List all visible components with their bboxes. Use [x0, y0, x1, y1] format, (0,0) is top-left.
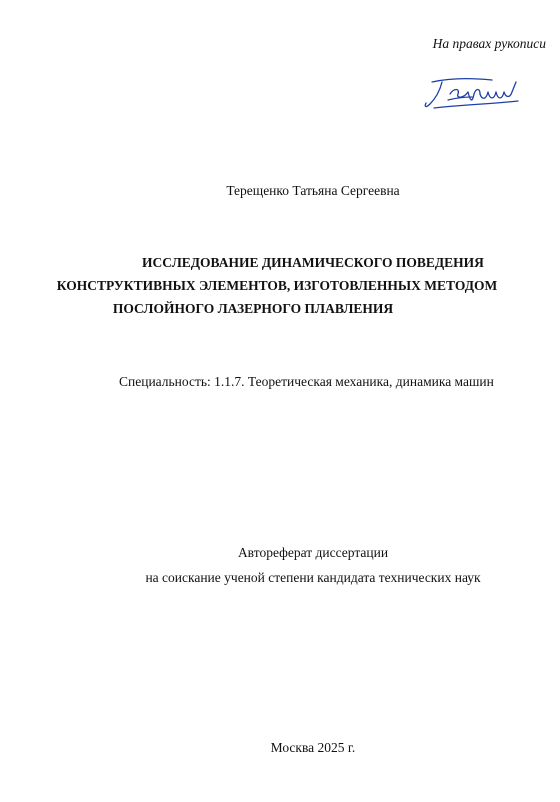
document-type-line: Автореферат диссертации — [237, 545, 389, 560]
dissertation-title-line-3: ПОСЛОЙНОГО ЛАЗЕРНОГО ПЛАВЛЕНИЯ — [112, 301, 394, 316]
author-name: Терещенко Татьяна Сергеевна — [226, 183, 400, 198]
handwritten-signature — [420, 74, 528, 114]
dissertation-title-line-2: КОНСТРУКТИВНЫХ ЭЛЕМЕНТОВ, ИЗГОТОВЛЕННЫХ МЕТОДОМ — [56, 278, 498, 293]
place-year: Москва 2025 г. — [270, 740, 356, 755]
dissertation-title-line-1: ИССЛЕДОВАНИЕ ДИНАМИЧЕСКОГО ПОВЕДЕНИЯ — [142, 255, 484, 270]
specialty-line: Специальность: 1.1.7. Теоретическая механика, динамика машин — [119, 374, 494, 389]
manuscript-note: На правах рукописи — [432, 36, 546, 51]
degree-line: на соискание ученой степени кандидата технических наук — [145, 570, 481, 585]
